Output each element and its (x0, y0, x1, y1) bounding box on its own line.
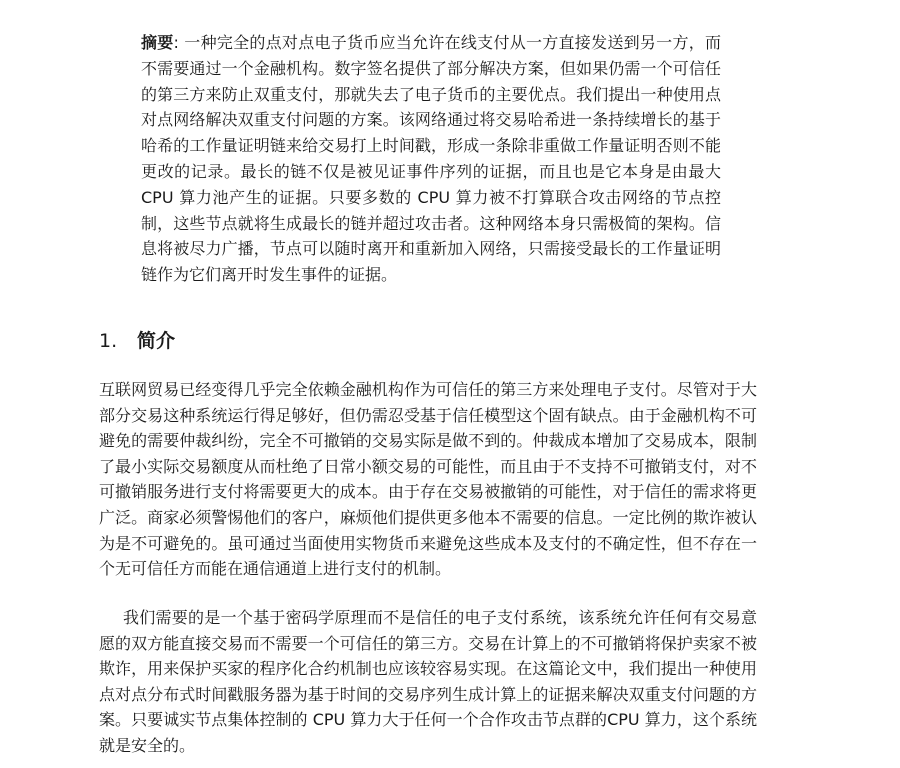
section-number: 1. (99, 330, 118, 352)
intro-paragraph-1: 互联网贸易已经变得几乎完全依赖金融机构作为可信任的第三方来处理电子支付。尽管对于大部分交易这种系统运行得足够好，但仍需忍受基于信任模型这个固有缺点。由于金融机构不可避免的需要仲裁纠纷，完全不可撤销的交易实际是做不到的。仲裁成本增加了交易成本，限制了最小实际交易额度从而杜绝了日常小额交易的可能性，而且由于不支持不可撤销支付，对不可撤销服务进行支付将需要更大的成本。由于存在交易被撤销的可能性，对于信任的需求将更广泛。商家必须警惕他们的客户，麻烦他们提供更多他本不需要的信息。一定比例的欺诈被认为是不可避免的。虽可通过当面使用实物货币来避免这些成本及支付的不确定性，但不存在一个无可信任方而能在通信通道上进行支付的机制。 (99, 380, 757, 579)
section-title: 简介 (137, 330, 176, 352)
section-heading (99, 327, 175, 355)
abstract-label: 摘要 (141, 33, 174, 52)
abstract (141, 30, 721, 288)
abstract-text: : 一种完全的点对点电子货币应当允许在线支付从一方直接发送到另一方，而不需要通过一个金融机构。数字签名提供了部分解决方案，但如果仍需一个可信任的第三方来防止双重支付，那就失去了电子货币的主要优点。我们提出一种使用点对点网络解决双重支付问题的方案。该网络通过将交易哈希进一条持续增长的基于哈希的工作量证明链来给交易打上时间戳，形成一条除非重做工作量证明否则不能更改的记录。最长的链不仅是被见证事件序列的证据，而且也是它本身是由最大 CPU 算力池产生的证据。只要多数的 CPU 算力被不打算联合攻击网络的节点控制，这些节点就将生成最长的链并超过攻击者。这种网络本身只需极简的架构。信息将被尽力广播，节点可以随时离开和重新加入网络，只需接受最长的工作量证明链作为它们离开时发生事件的证据。 (141, 33, 721, 285)
intro-paragraph-2: 我们需要的是一个基于密码学原理而不是信任的电子支付系统，该系统允许任何有交易意愿的双方能直接交易而不需要一个可信任的第三方。交易在计算上的不可撤销将保护卖家不被欺诈，用来保护买家的程序化合约机制也应该较容易实现。在这篇论文中，我们提出一种使用点对点分布式时间戳服务器为基于时间的交易序列生成计算上的证据来解决双重支付问题的方案。只要诚实节点集体控制的 CPU 算力大于任何一个合作攻击节点群的CPU 算力，这个系统就是安全的。 (99, 608, 757, 755)
